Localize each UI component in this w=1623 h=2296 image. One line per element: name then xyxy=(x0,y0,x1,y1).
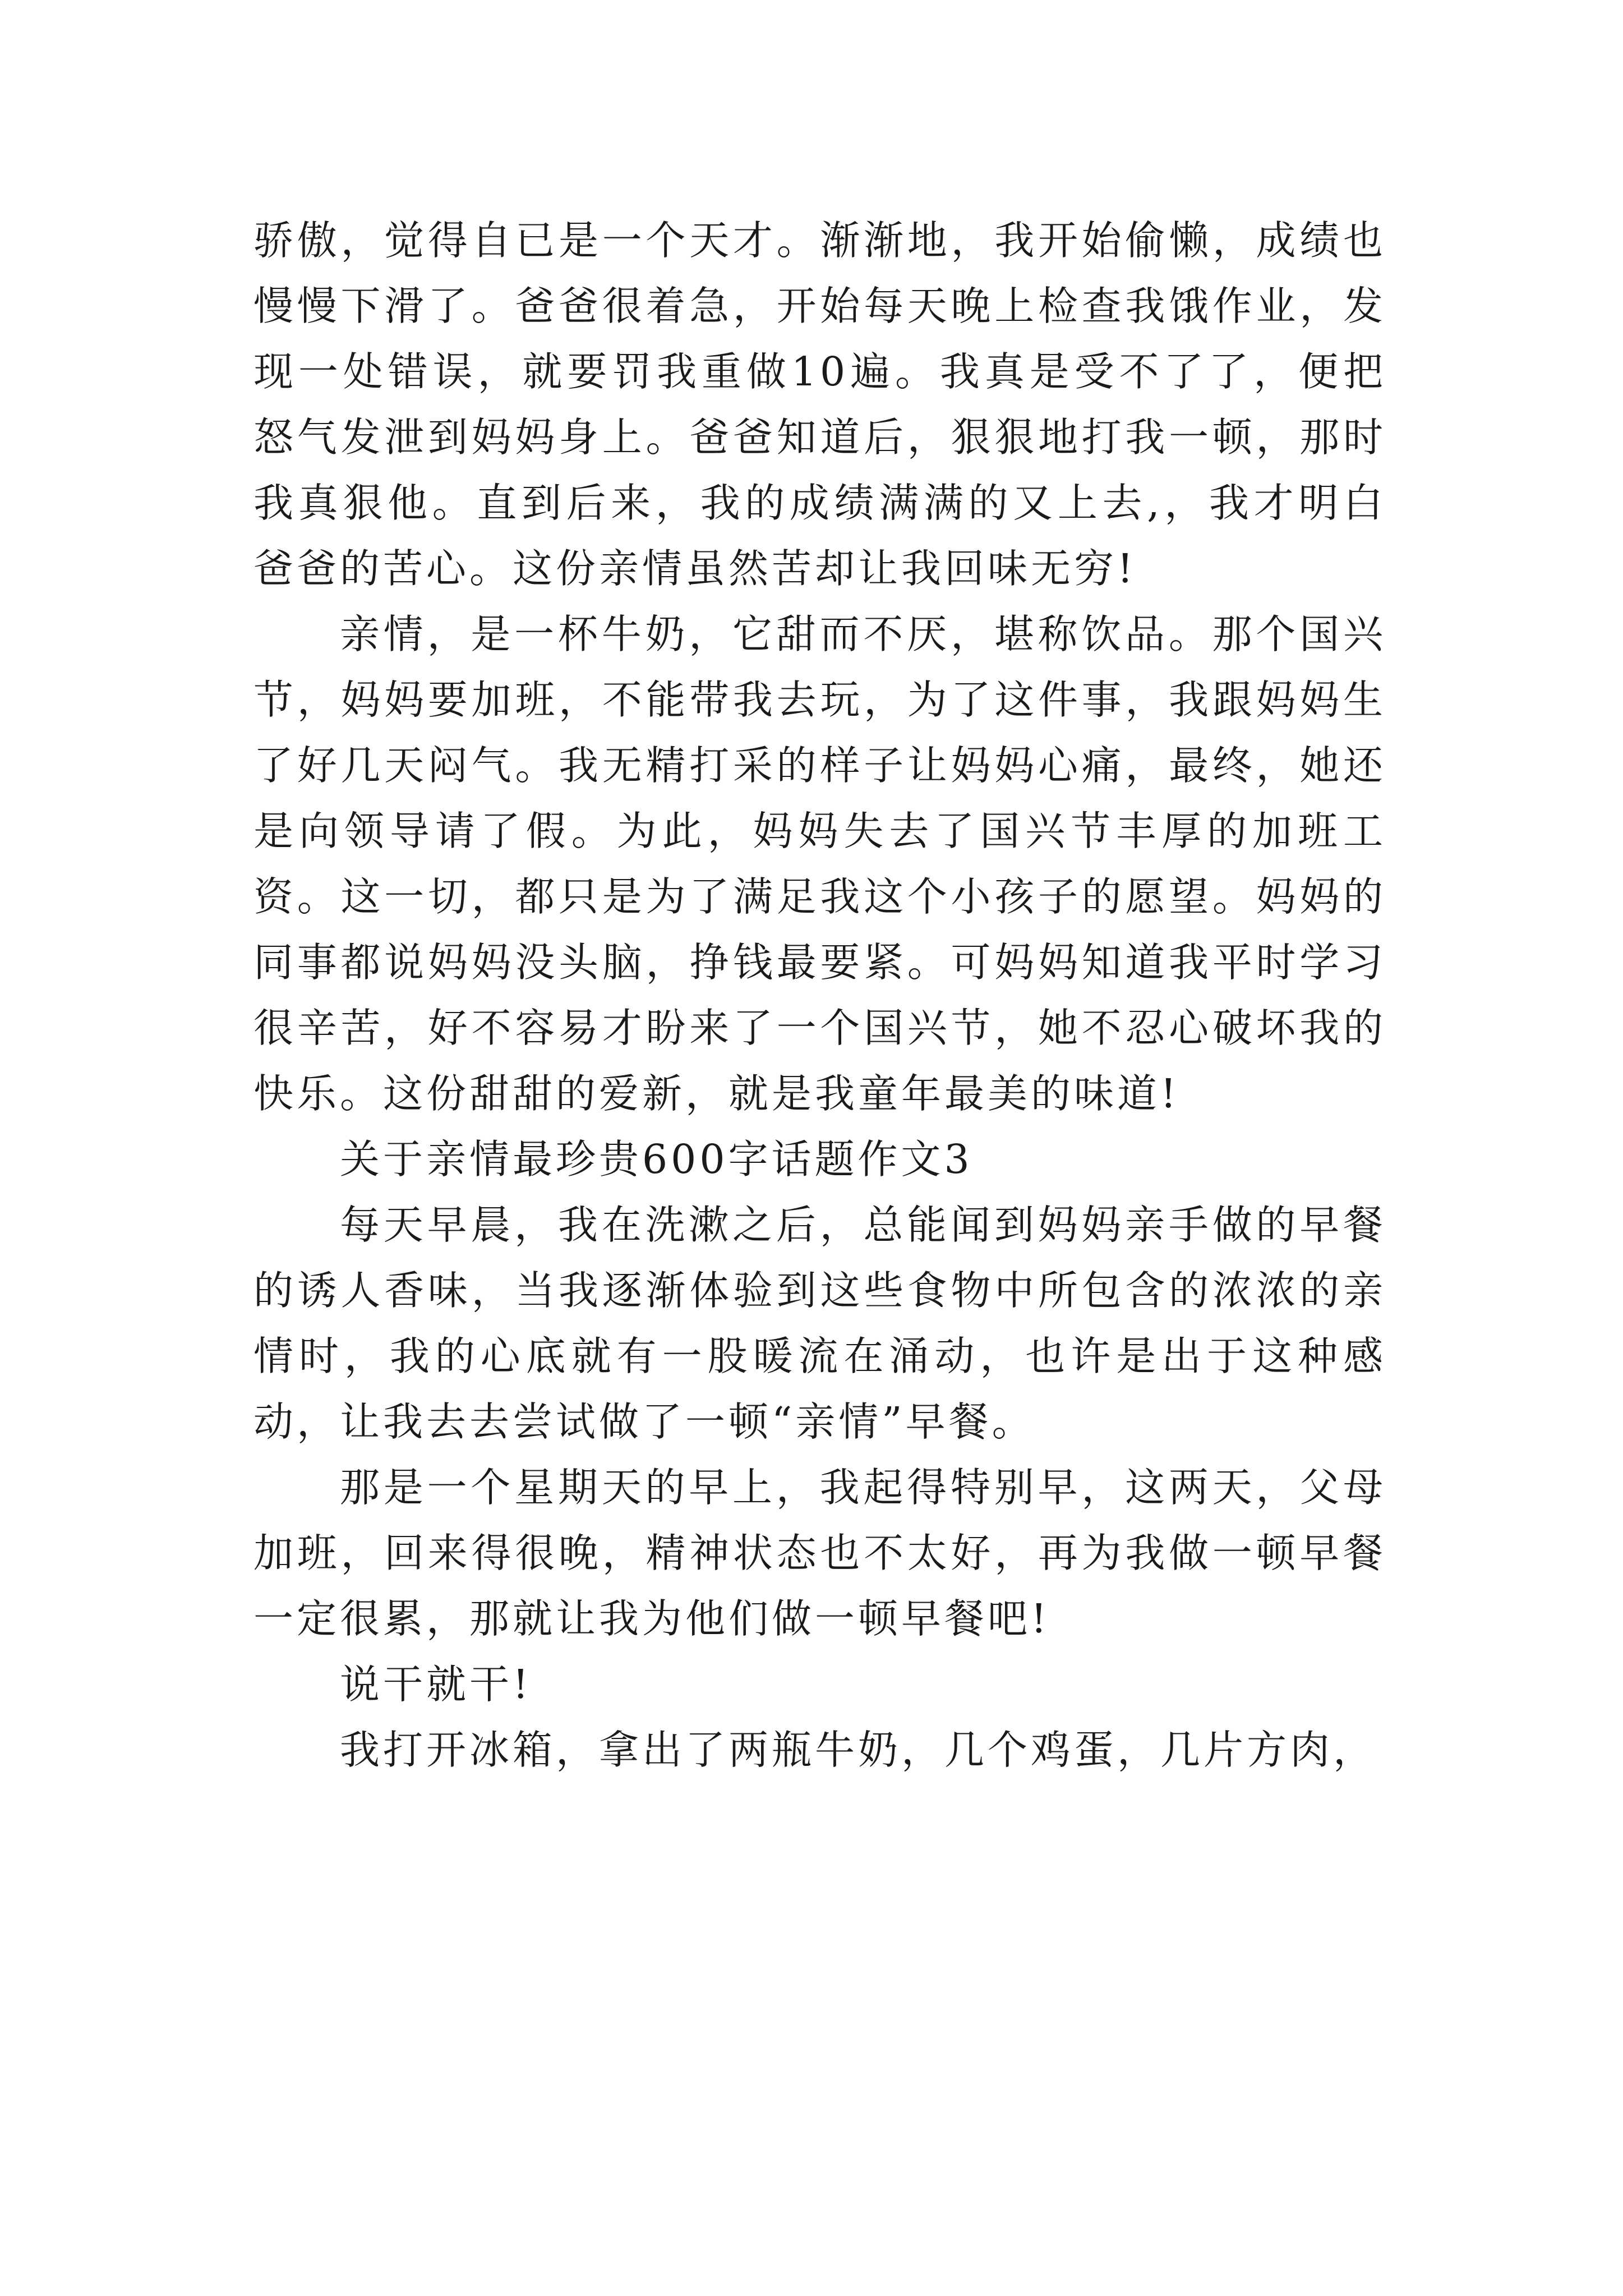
paragraph-3: 每天早晨，我在洗漱之后，总能闻到妈妈亲手做的早餐的诱人香味，当我逐渐体验到这些食物中所包含的浓浓的亲情时，我的心底就有一股暖流在涌动，也许是出于这种感动，让我去去尝试做了一顿“亲情”早餐。 xyxy=(253,1202,1386,1445)
paragraph-2: 亲情，是一杯牛奶，它甜而不厌，堪称饮品。那个国兴节，妈妈要加班，不能带我去玩，为了这件事，我跟妈妈生了好几天闷气。我无精打采的样子让妈妈心痛，最终，她还是向领导请了假。为此，妈妈失去了国兴节丰厚的加班工资。这一切，都只是为了满足我这个小孩子的愿望。妈妈的同事都说妈妈没头脑，挣钱最要紧。可妈妈知道我平时学习很辛苦，好不容易才盼来了一个国兴节，她不忍心破坏我的快乐。这份甜甜的爱新，就是我童年最美的味道! xyxy=(253,611,1386,1117)
section-heading: 关于亲情最珍贵600字话题作文3 xyxy=(340,1136,973,1182)
paragraph-5: 说干就干! xyxy=(340,1661,532,1708)
paragraph-6: 我打开冰箱，拿出了两瓶牛奶，几个鸡蛋，几片方肉， xyxy=(340,1727,1377,1773)
document-body xyxy=(253,208,1386,1783)
paragraph-1: 骄傲，觉得自已是一个天才。渐渐地，我开始偷懒，成绩也慢慢下滑了。爸爸很着急，开始每天晚上检查我饿作业，发现一处错误，就要罚我重做10遍。我真是受不了了，便把怒气发泄到妈妈身上。爸爸知道后，狠狠地打我一顿，那时我真狠他。直到后来，我的成绩满满的又上去,，我才明白爸爸的苦心。这份亲情虽然苦却让我回味无穷! xyxy=(253,217,1386,592)
paragraph-4: 那是一个星期天的早上，我起得特别早，这两天，父母加班，回来得很晚，精神状态也不太好，再为我做一顿早餐一定很累，那就让我为他们做一顿早餐吧! xyxy=(253,1464,1386,1642)
